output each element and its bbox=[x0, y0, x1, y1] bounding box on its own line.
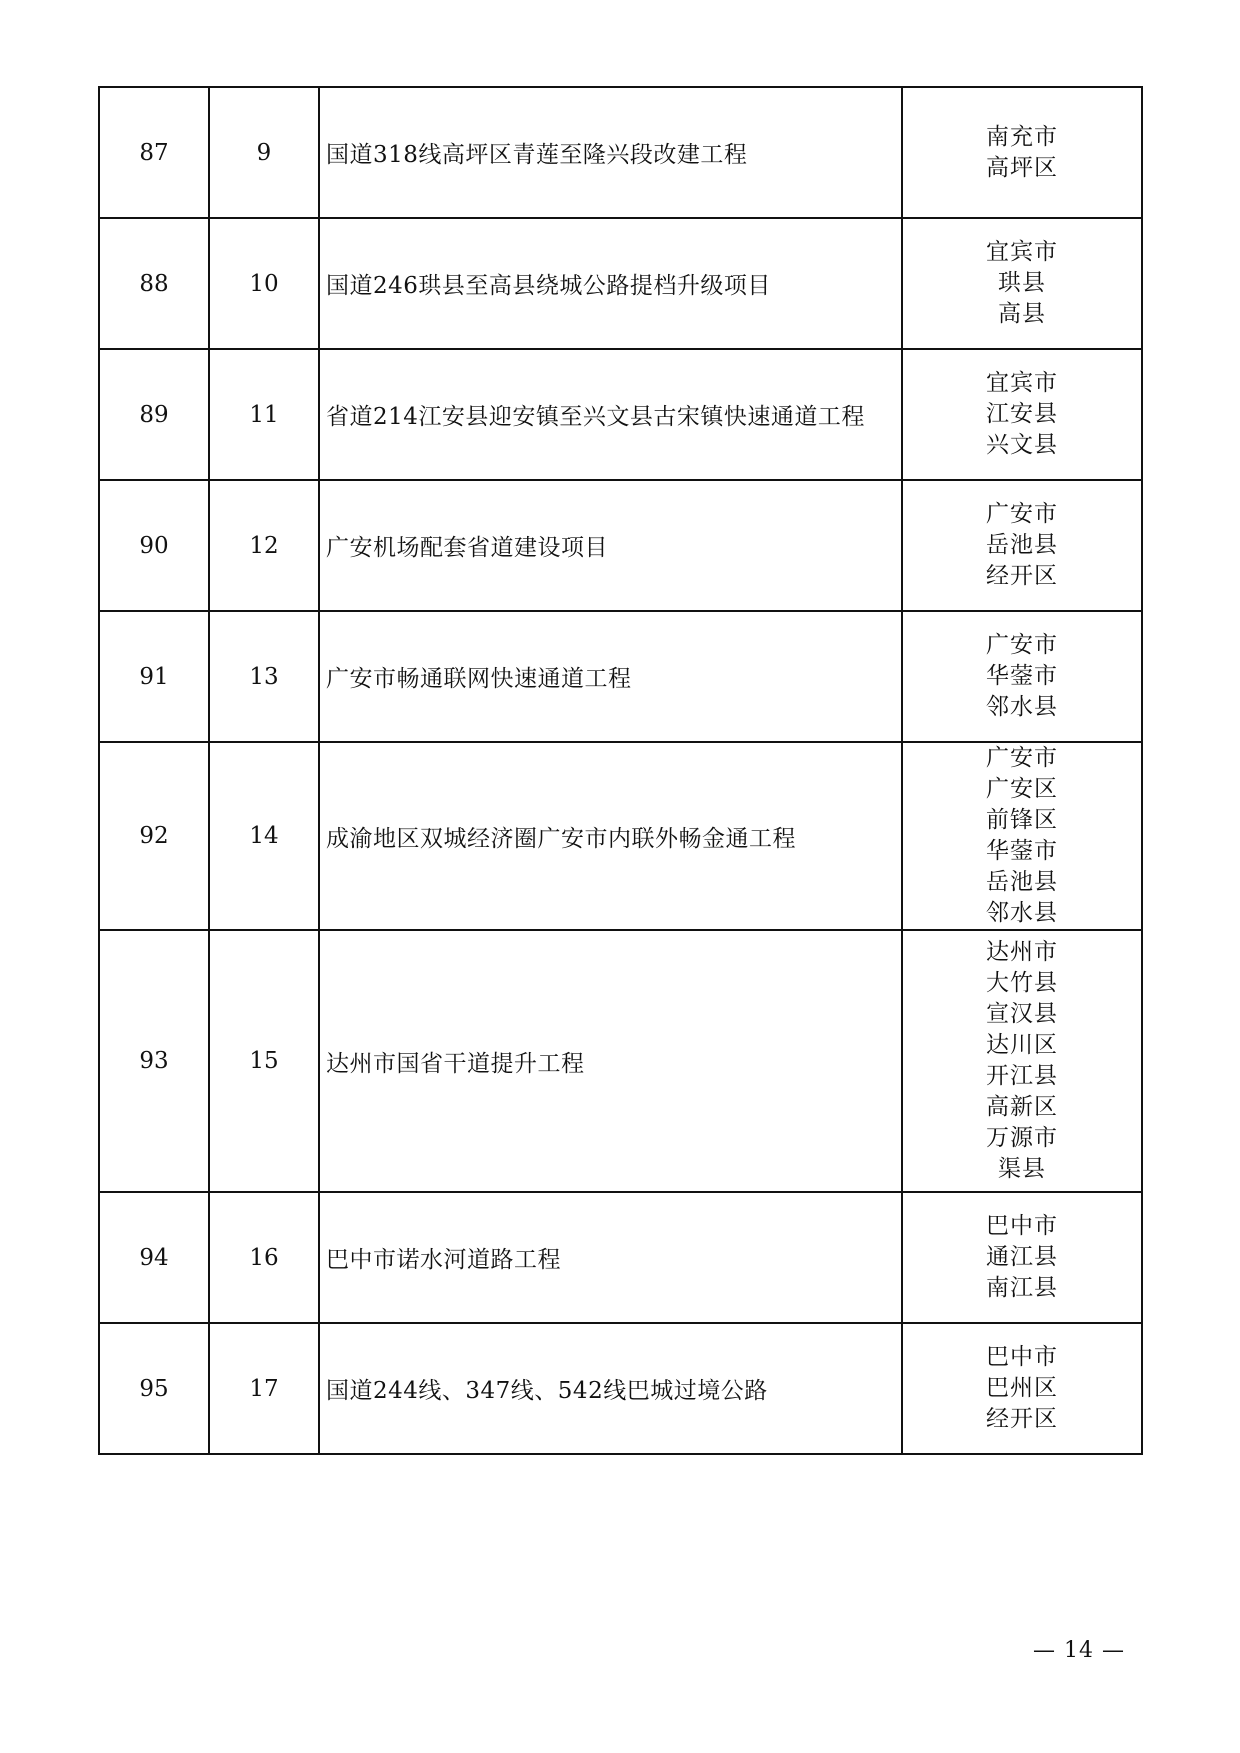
row-sub-number: 11 bbox=[209, 349, 319, 480]
location-item: 宜宾市 bbox=[986, 239, 1058, 265]
table-row bbox=[99, 87, 1142, 218]
table-row bbox=[99, 611, 1142, 742]
row-sequence-number: 93 bbox=[99, 930, 209, 1192]
project-location bbox=[902, 930, 1142, 1192]
row-sub-number: 16 bbox=[209, 1192, 319, 1323]
location-item: 高县 bbox=[998, 301, 1046, 327]
row-sequence-number: 92 bbox=[99, 742, 209, 930]
location-item: 宣汉县 bbox=[986, 1001, 1058, 1027]
location-item: 兴文县 bbox=[986, 432, 1058, 458]
location-item: 通江县 bbox=[986, 1244, 1058, 1270]
location-item: 万源市 bbox=[986, 1125, 1058, 1151]
project-location bbox=[902, 218, 1142, 349]
project-name: 国道318线高坪区青莲至隆兴段改建工程 bbox=[319, 87, 902, 218]
location-item: 巴州区 bbox=[986, 1375, 1058, 1401]
table-row bbox=[99, 349, 1142, 480]
location-item: 邻水县 bbox=[986, 900, 1058, 926]
table-row bbox=[99, 930, 1142, 1192]
table-row bbox=[99, 1192, 1142, 1323]
location-item: 大竹县 bbox=[986, 970, 1058, 996]
project-name: 达州市国省干道提升工程 bbox=[319, 930, 902, 1192]
project-location bbox=[902, 349, 1142, 480]
location-item: 广安区 bbox=[986, 776, 1058, 802]
row-sub-number: 17 bbox=[209, 1323, 319, 1454]
table-row bbox=[99, 742, 1142, 930]
row-sequence-number: 88 bbox=[99, 218, 209, 349]
project-name: 成渝地区双城经济圈广安市内联外畅金通工程 bbox=[319, 742, 902, 930]
table-row bbox=[99, 218, 1142, 349]
location-item: 经开区 bbox=[986, 563, 1058, 589]
project-location bbox=[902, 480, 1142, 611]
location-item: 开江县 bbox=[986, 1063, 1058, 1089]
project-name: 国道246珙县至高县绕城公路提档升级项目 bbox=[319, 218, 902, 349]
row-sequence-number: 87 bbox=[99, 87, 209, 218]
row-sub-number: 15 bbox=[209, 930, 319, 1192]
page-number: — 14 — bbox=[1033, 1638, 1125, 1663]
location-item: 经开区 bbox=[986, 1406, 1058, 1432]
row-sequence-number: 89 bbox=[99, 349, 209, 480]
project-location bbox=[902, 1192, 1142, 1323]
location-item: 广安市 bbox=[986, 632, 1058, 658]
location-item: 南充市 bbox=[986, 123, 1058, 150]
location-item: 高新区 bbox=[986, 1094, 1058, 1120]
project-location bbox=[902, 742, 1142, 930]
location-item: 邻水县 bbox=[986, 694, 1058, 720]
project-table bbox=[98, 86, 1143, 1455]
project-location bbox=[902, 611, 1142, 742]
row-sub-number: 13 bbox=[209, 611, 319, 742]
location-item: 南江县 bbox=[986, 1275, 1058, 1301]
location-item: 达州市 bbox=[986, 939, 1058, 965]
row-sequence-number: 90 bbox=[99, 480, 209, 611]
location-item: 巴中市 bbox=[986, 1213, 1058, 1239]
location-item: 高坪区 bbox=[986, 154, 1058, 181]
table-row bbox=[99, 480, 1142, 611]
row-sub-number: 10 bbox=[209, 218, 319, 349]
row-sequence-number: 94 bbox=[99, 1192, 209, 1323]
row-sub-number: 12 bbox=[209, 480, 319, 611]
project-name: 国道244线、347线、542线巴城过境公路 bbox=[319, 1323, 902, 1454]
project-location bbox=[902, 87, 1142, 218]
table-row bbox=[99, 1323, 1142, 1454]
location-item: 珙县 bbox=[998, 270, 1046, 296]
location-item: 达川区 bbox=[986, 1032, 1058, 1058]
project-location bbox=[902, 1323, 1142, 1454]
location-item: 宜宾市 bbox=[986, 370, 1058, 396]
location-item: 前锋区 bbox=[986, 807, 1058, 833]
row-sub-number: 14 bbox=[209, 742, 319, 930]
project-name: 广安市畅通联网快速通道工程 bbox=[319, 611, 902, 742]
table-body bbox=[99, 87, 1142, 1454]
location-item: 江安县 bbox=[986, 401, 1058, 427]
location-item: 广安市 bbox=[986, 745, 1058, 771]
location-item: 广安市 bbox=[986, 501, 1058, 527]
location-item: 岳池县 bbox=[986, 532, 1058, 558]
project-name: 省道214江安县迎安镇至兴文县古宋镇快速通道工程 bbox=[319, 349, 902, 480]
location-item: 岳池县 bbox=[986, 869, 1058, 895]
location-item: 巴中市 bbox=[986, 1344, 1058, 1370]
row-sequence-number: 95 bbox=[99, 1323, 209, 1454]
location-item: 华蓥市 bbox=[986, 663, 1058, 689]
row-sub-number: 9 bbox=[209, 87, 319, 218]
location-item: 华蓥市 bbox=[986, 838, 1058, 864]
project-name: 广安机场配套省道建设项目 bbox=[319, 480, 902, 611]
location-item: 渠县 bbox=[998, 1156, 1046, 1182]
row-sequence-number: 91 bbox=[99, 611, 209, 742]
project-name: 巴中市诺水河道路工程 bbox=[319, 1192, 902, 1323]
